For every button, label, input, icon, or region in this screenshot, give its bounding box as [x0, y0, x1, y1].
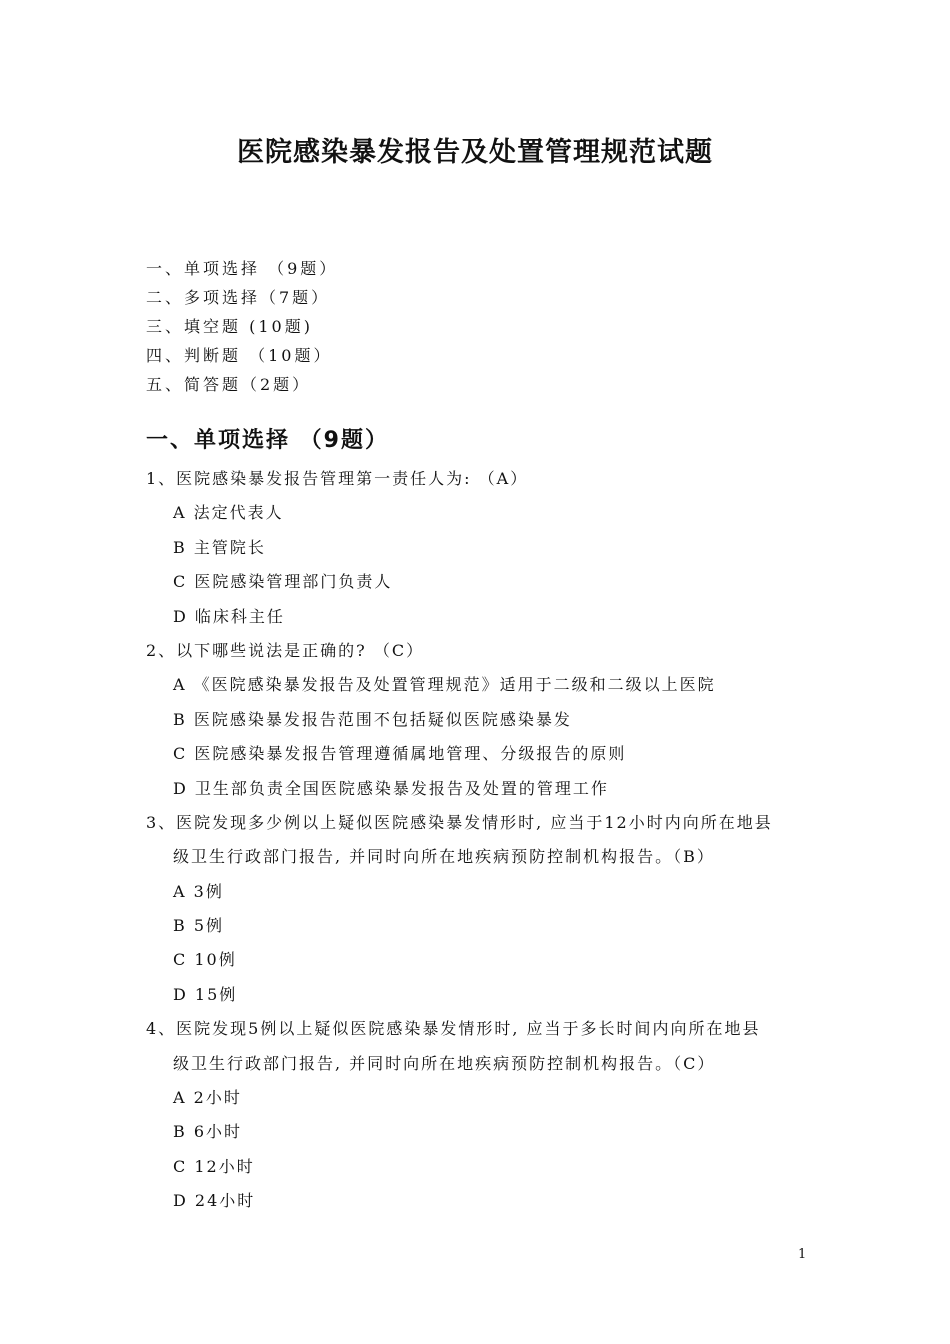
question-1: [146, 462, 816, 634]
question-3: [146, 806, 816, 1012]
answer-option: B 5例: [173, 916, 225, 936]
question-stem: 1、医院感染暴发报告管理第一责任人为: （A）: [146, 469, 529, 488]
question-stem: 2、以下哪些说法是正确的? （C）: [146, 640, 425, 660]
answer-option: C 10例: [173, 950, 237, 970]
toc-item: 一、单项选择 （9题）: [146, 259, 339, 278]
question-stem: 4、医院发现5例以上疑似医院感染暴发情形时, 应当于多长时间内向所在地县: [146, 1019, 761, 1039]
section-heading: 一、单项选择 （9题）: [146, 428, 389, 453]
question-stem-continued: 级卫生行政部门报告, 并同时向所在地疾病预防控制机构报告。（C）: [173, 1053, 716, 1073]
question-list: [146, 462, 816, 1219]
answer-option: B 医院感染暴发报告范围不包括疑似医院感染暴发: [173, 709, 572, 729]
answer-option: D 24小时: [173, 1191, 256, 1211]
answer-option: D 15例: [173, 984, 238, 1004]
answer-option: C 12小时: [173, 1156, 255, 1176]
toc-item: 二、多项选择（7题）: [146, 288, 331, 307]
toc-item: 五、简答题（2题）: [146, 375, 312, 394]
table-of-contents: [146, 254, 338, 399]
answer-option: B 6小时: [173, 1122, 243, 1142]
answer-option: B 主管院长: [173, 537, 266, 557]
answer-option: D 卫生部负责全国医院感染暴发报告及处置的管理工作: [173, 778, 609, 798]
answer-option: A 2小时: [173, 1088, 242, 1108]
answer-option: D 临床科主任: [173, 606, 285, 626]
answer-option: C 医院感染管理部门负责人: [173, 572, 393, 592]
answer-option: C 医院感染暴发报告管理遵循属地管理、分级报告的原则: [173, 744, 627, 764]
toc-item: 四、判断题 （10题）: [146, 346, 333, 365]
page-number: 1: [798, 1247, 807, 1262]
question-2: [146, 634, 816, 806]
question-stem: 3、医院发现多少例以上疑似医院感染暴发情形时, 应当于12小时内向所在地县: [146, 812, 773, 832]
answer-option: A 《医院感染暴发报告及处置管理规范》适用于二级和二级以上医院: [173, 675, 716, 695]
answer-option: A 3例: [173, 881, 224, 901]
document-title: 医院感染暴发报告及处置管理规范试题: [237, 137, 713, 168]
question-stem-continued: 级卫生行政部门报告, 并同时向所在地疾病预防控制机构报告。（B）: [173, 847, 715, 867]
question-4: [146, 1012, 816, 1218]
toc-item: 三、填空题 (10题): [146, 317, 313, 336]
answer-option: A 法定代表人: [173, 503, 284, 523]
